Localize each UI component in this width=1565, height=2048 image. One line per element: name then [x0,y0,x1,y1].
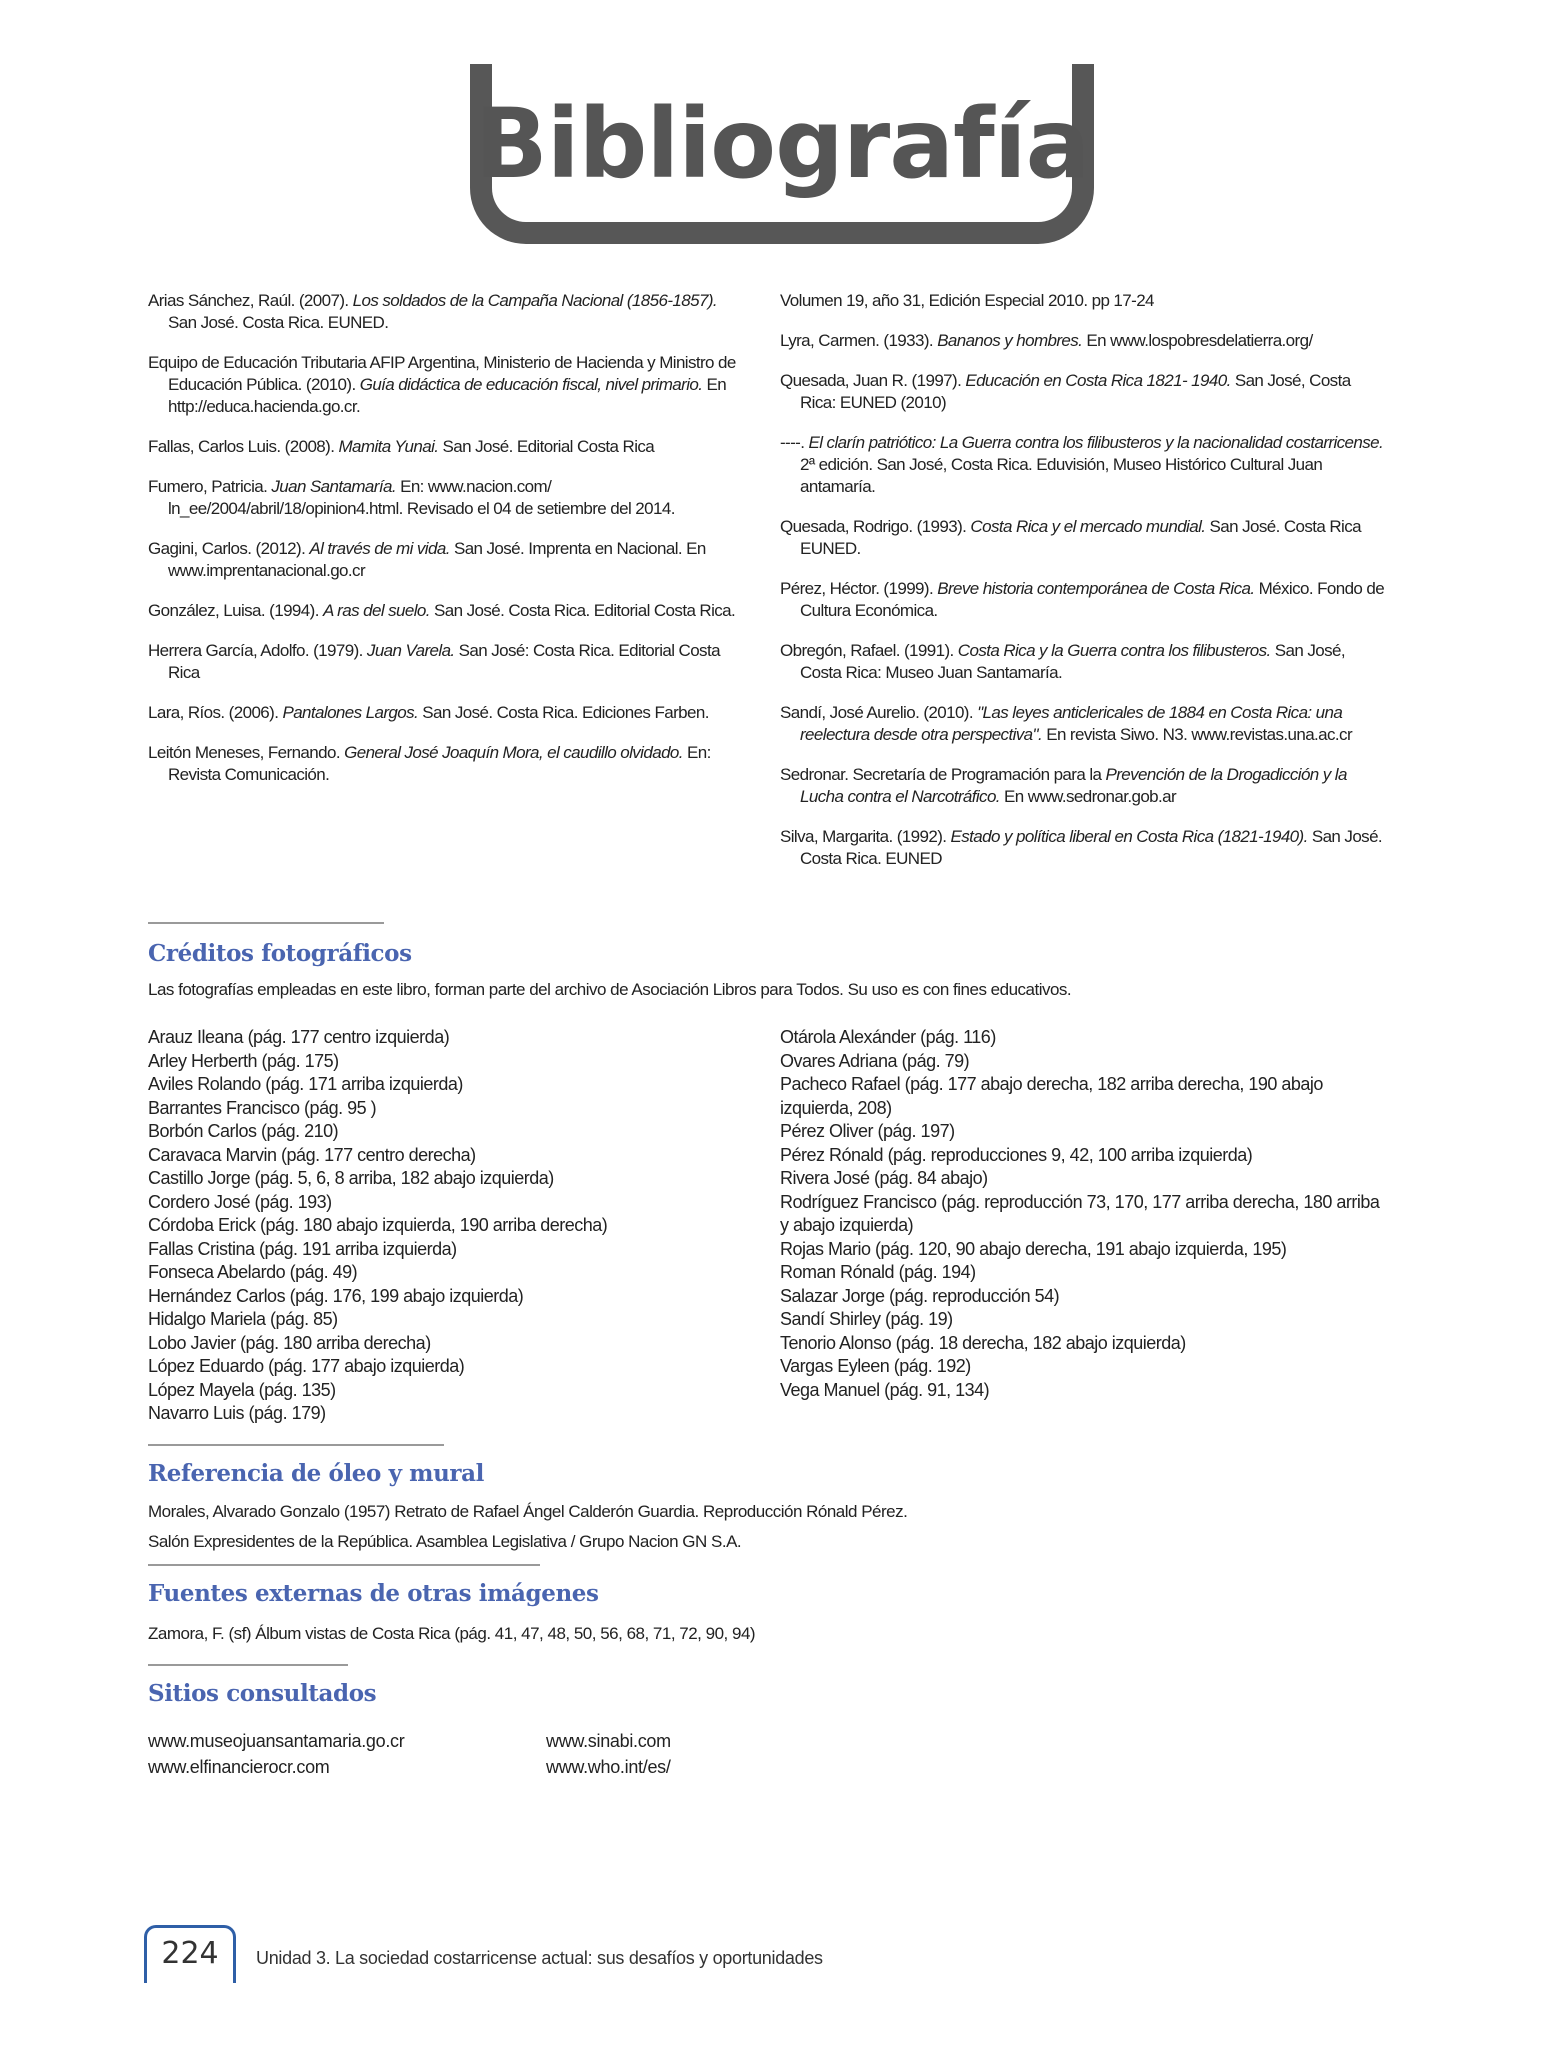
credit-entry: López Eduardo (pág. 177 abajo izquierda) [148,1356,465,1376]
reference-after: 2ª edición. San José, Costa Rica. Eduvisión, Museo Histórico Cultural Juan antamaría. [800,455,1323,496]
reference-after: En http://educa.hacienda.go.cr. [168,375,727,416]
reference-work: Bananos y hombres. [937,331,1083,350]
reference-after: México. Fondo de Cultura Económica. [800,579,1385,620]
reference-entry [780,290,1390,312]
credit-entry: Rivera José (pág. 84 abajo) [780,1168,988,1188]
page-number-box [144,1925,236,1983]
reference-work: General José Joaquín Mora, el caudillo olvidado. [344,743,683,762]
reference-after: En: Revista Comunicación. [168,743,711,784]
reference-before: Equipo de Educación Tributaria AFIP Argentina, Ministerio de Hacienda y Ministro de Educación Pública. (2010). [148,353,736,394]
reference-entry [780,764,1390,808]
reference-before: Arias Sánchez, Raúl. (2007). [148,291,353,310]
reference-after: San José. Costa Rica. EUNED. [168,313,389,332]
reference-entry [780,640,1390,684]
reference-before: Herrera García, Adolfo. (1979). [148,641,367,660]
reference-before: Fumero, Patricia. [148,477,272,496]
credit-entry: Arauz Ileana (pág. 177 centro izquierda) [148,1027,450,1047]
credit-entry: Hernández Carlos (pág. 176, 199 abajo izquierda) [148,1285,524,1306]
reference-work: Los soldados de la Campaña Nacional (1856-1857). [352,291,717,310]
reference-before: Fallas, Carlos Luis. (2008). [148,437,339,456]
reference-after: San José. Imprenta en Nacional. En www.imprentanacional.go.cr [168,539,706,580]
reference-work: Costa Rica y el mercado mundial. [970,517,1206,536]
reference-after: En revista Siwo. N3. www.revistas.una.ac.cr [1042,725,1353,744]
reference-before: Leitón Meneses, Fernando. [148,743,345,762]
site-link[interactable]: www.elfinancierocr.com [148,1757,330,1777]
external-sources-title: Fuentes externas de otras imágenes [148,1580,599,1607]
credit-entry: Pérez Oliver (pág. 197) [780,1121,955,1141]
reference-entry [780,702,1390,746]
reference-work: Mamita Yunai. [338,437,439,456]
credit-entry: Roman Rónald (pág. 194) [780,1262,976,1282]
sites-column-1 [148,1728,404,1780]
site-link[interactable]: www.who.int/es/ [546,1757,671,1777]
reference-before: Lyra, Carmen. (1933). [780,331,938,350]
section-divider [148,1664,348,1666]
reference-after: En www.sedronar.gob.ar [999,787,1177,806]
reference-work: Costa Rica y la Guerra contra los filibusteros. [957,641,1271,660]
page-number: 224 [161,1936,219,1971]
reference-entry [148,290,738,334]
reference-entry [780,432,1390,498]
reference-before: Silva, Margarita. (1992). [780,827,951,846]
reference-entry [780,826,1390,870]
reference-work: "Las leyes anticlericales de 1884 en Costa Rica: una reelectura desde otra perspectiva". [800,703,1343,744]
site-link[interactable]: www.sinabi.com [546,1731,671,1751]
reference-work: Pantalones Largos. [282,703,419,722]
credit-entry: Arley Herberth (pág. 175) [148,1050,339,1071]
reference-work: Breve historia contemporánea de Costa Rica. [937,579,1255,598]
credit-entry: Vega Manuel (pág. 91, 134) [780,1379,990,1400]
reference-work: Prevención de la Drogadicción y la Lucha contra el Narcotráfico. [800,765,1347,806]
reference-entry [148,702,738,724]
reference-before: Lara, Ríos. (2006). [148,703,283,722]
credit-entry: Aviles Rolando (pág. 171 arriba izquierda) [148,1074,463,1094]
reference-entry [148,538,738,582]
reference-before: Quesada, Juan R. (1997). [780,371,966,390]
reference-after: San José. Costa Rica. EUNED [800,827,1383,868]
credit-entry: Rojas Mario (pág. 120, 90 abajo derecha, 191 abajo izquierda, 195) [780,1238,1287,1259]
footer-unit-text: Unidad 3. La sociedad costarricense actual: sus desafíos y oportunidades [256,1948,823,1968]
reference-before: Volumen 19, año 31, Edición Especial 2010. pp 17-24 [780,291,1154,310]
reference-after: San José. Costa Rica. Editorial Costa Rica. [429,601,736,620]
reference-before: Quesada, Rodrigo. (1993). [780,517,971,536]
external-sources-line: Zamora, F. (sf) Álbum vistas de Costa Rica (pág. 41, 47, 48, 50, 56, 68, 71, 72, 90, 94) [148,1624,756,1643]
reference-after: San José. Costa Rica. Ediciones Farben. [418,703,709,722]
reference-entry [148,600,738,622]
section-divider [148,1564,540,1566]
reference-entry [780,330,1390,352]
site-link[interactable]: www.museojuansantamaria.go.cr [148,1731,405,1751]
bibliography-left-column [148,290,738,804]
reference-entry [148,476,738,520]
reference-after: San José, Costa Rica: Museo Juan Santamaría. [800,641,1345,682]
reference-work: Guía didáctica de educación fiscal, nivel primario. [359,375,703,394]
sites-title: Sitios consultados [148,1680,377,1707]
reference-after: En: www.nacion.com/ ln_ee/2004/abril/18/opinion4.html. Revisado el 04 de setiembre del 2014. [168,477,675,518]
credit-entry: Castillo Jorge (pág. 5, 6, 8 arriba, 182 abajo izquierda) [148,1168,554,1188]
credit-entry: Tenorio Alonso (pág. 18 derecha, 182 abajo izquierda) [780,1332,1186,1353]
reference-entry [148,640,738,684]
reference-work: A ras del suelo. [322,601,430,620]
reference-after: En www.lospobresdelatierra.org/ [1082,331,1313,350]
reference-before: Pérez, Héctor. (1999). [780,579,938,598]
credit-entry: Pérez Rónald (pág. reproducciones 9, 42, 100 arriba izquierda) [780,1144,1253,1165]
credit-entry: Barrantes Francisco (pág. 95 ) [148,1097,377,1118]
credits-left-list [148,1026,748,1426]
credit-entry: Hidalgo Mariela (pág. 85) [148,1309,338,1329]
reference-after: San José: Costa Rica. Editorial Costa Rica [168,641,720,682]
credit-entry: Cordero José (pág. 193) [148,1191,332,1212]
oil-mural-line-2: Salón Expresidentes de la República. Asamblea Legislativa / Grupo Nacion GN S.A. [148,1532,742,1551]
credit-entry: Caravaca Marvin (pág. 177 centro derecha) [148,1144,476,1165]
credit-entry: Otárola Alexánder (pág. 116) [780,1027,996,1047]
reference-entry [148,436,738,458]
section-divider [148,922,384,924]
reference-before: Sandí, José Aurelio. (2010). [780,703,978,722]
credit-entry: Córdoba Erick (pág. 180 abajo izquierda, 190 arriba derecha) [148,1215,608,1235]
reference-entry [148,742,738,786]
reference-before: Obregón, Rafael. (1991). [780,641,958,660]
reference-before: Gagini, Carlos. (2012). [148,539,310,558]
credit-entry: Vargas Eyleen (pág. 192) [780,1356,971,1376]
reference-work: Estado y política liberal en Costa Rica (1821-1940). [950,827,1308,846]
reference-after: San José. Costa Rica EUNED. [800,517,1361,558]
credits-intro: Las fotografías empleadas en este libro, forman parte del archivo de Asociación Libros para Todos. Su uso es con fines educativos. [148,980,1072,999]
reference-entry [780,370,1390,414]
bibliography-right-column [780,290,1390,888]
credit-entry: Salazar Jorge (pág. reproducción 54) [780,1285,1060,1306]
reference-work: Juan Varela. [366,641,455,660]
reference-after: San José, Costa Rica: EUNED (2010) [800,371,1351,412]
credit-entry: Fallas Cristina (pág. 191 arriba izquierda) [148,1238,457,1259]
reference-before: González, Luisa. (1994). [148,601,323,620]
reference-work: El clarín patriótico: La Guerra contra los filibusteros y la nacionalidad costarricense. [808,433,1384,452]
reference-work: Al través de mi vida. [309,539,450,558]
credit-entry: López Mayela (pág. 135) [148,1379,336,1400]
reference-entry [780,578,1390,622]
page-title: Bibliografía [474,88,1090,200]
reference-before: Sedronar. Secretaría de Programación para la [780,765,1106,784]
credit-entry: Rodríguez Francisco (pág. reproducción 73, 170, 177 arriba derecha, 180 arriba y abajo izquierda) [780,1191,1380,1235]
credit-entry: Lobo Javier (pág. 180 arriba derecha) [148,1332,431,1353]
reference-entry [148,352,738,418]
reference-work: Juan Santamaría. [271,477,396,496]
credit-entry: Ovares Adriana (pág. 79) [780,1050,970,1071]
credit-entry: Sandí Shirley (pág. 19) [780,1309,953,1329]
oil-mural-line-1: Morales, Alvarado Gonzalo (1957) Retrato de Rafael Ángel Calderón Guardia. Reproducción Rónald Pérez. [148,1502,908,1521]
section-divider [148,1444,444,1446]
oil-mural-title: Referencia de óleo y mural [148,1460,484,1487]
credit-entry: Fonseca Abelardo (pág. 49) [148,1262,358,1282]
credits-title: Créditos fotográficos [148,940,412,967]
credit-entry: Navarro Luis (pág. 179) [148,1403,326,1423]
reference-after: San José. Editorial Costa Rica [438,437,655,456]
reference-before: ----. [780,433,809,452]
credit-entry: Borbón Carlos (pág. 210) [148,1121,339,1141]
credits-right-list [780,1026,1380,1402]
reference-work: Educación en Costa Rica 1821- 1940. [965,371,1231,390]
sites-column-2 [546,1728,671,1780]
reference-entry [780,516,1390,560]
credit-entry: Pacheco Rafael (pág. 177 abajo derecha, 182 arriba derecha, 190 abajo izquierda, 208) [780,1074,1323,1118]
